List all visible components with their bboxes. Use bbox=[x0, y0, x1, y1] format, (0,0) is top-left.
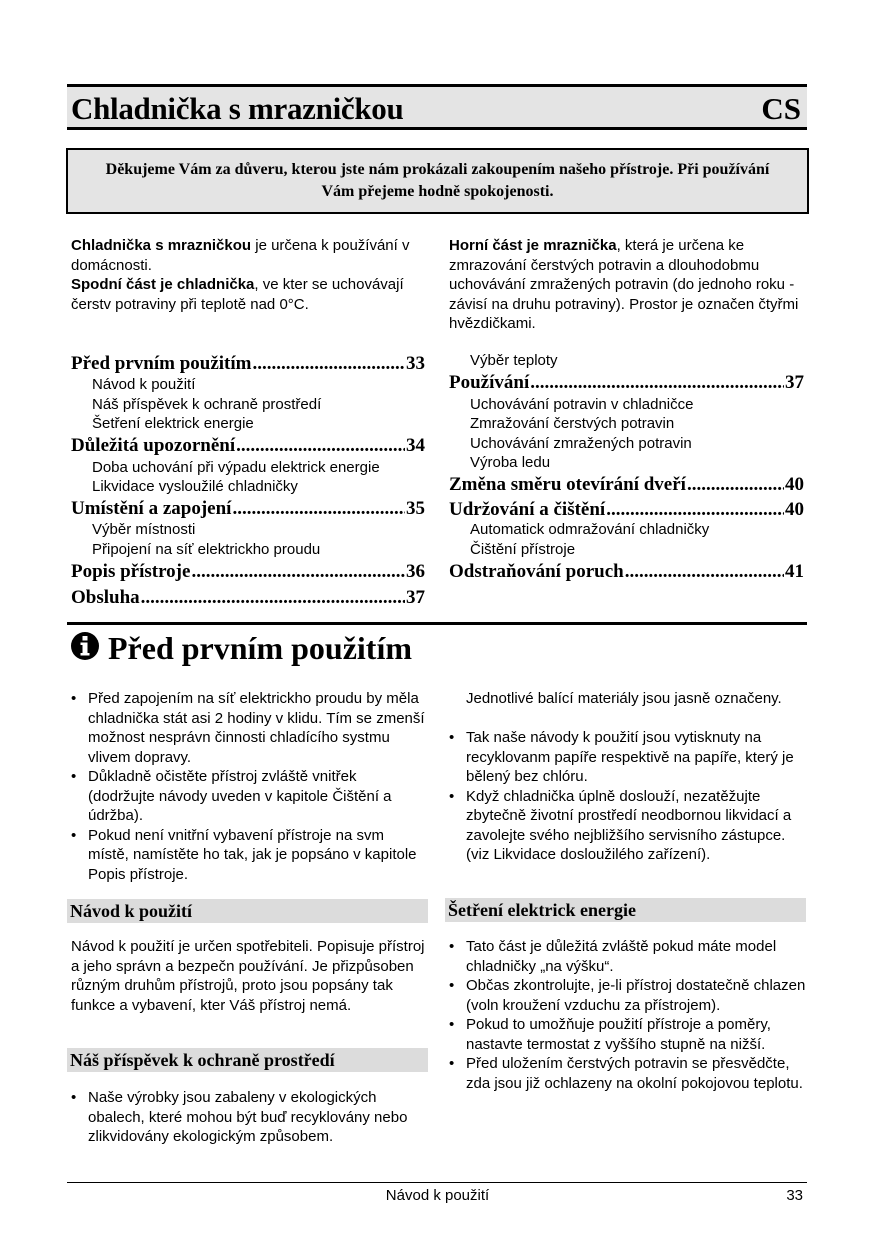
toc-subentry[interactable]: Uchovávání zmražených potravin bbox=[470, 435, 692, 452]
thanks-box: Děkujeme Vám za důveru, kterou jste nám prokázali zakoupením našeho přístroje. Při používání Vám přejeme hodně spokojenosti. bbox=[66, 148, 809, 214]
toc-subentry[interactable]: Připojení na síť elektrickho proudu bbox=[92, 541, 321, 558]
list-item: • Tak naše návody k použití jsou vytisknuty na recyklovanm papíře respektivě na papíře, který je bělený bez chlóru. bbox=[448, 728, 806, 787]
toc-entry[interactable]: Změna směru otevírání dveří ..... 40 bbox=[449, 474, 804, 496]
toc-subentry[interactable]: Náš příspěvek k ochraně prostředí bbox=[92, 396, 322, 413]
intro-left bbox=[71, 236, 431, 314]
subheading-navod: Návod k použití bbox=[67, 899, 428, 923]
section-heading: Před prvním použitím bbox=[108, 630, 412, 666]
footer-title: Návod k použití bbox=[385, 1187, 490, 1204]
toc-subentry[interactable]: Zmražování čerstvých potravin bbox=[470, 415, 675, 432]
section-bullets-right bbox=[448, 728, 806, 865]
toc-subentry[interactable]: Výběr místnosti bbox=[92, 521, 196, 538]
list-item: • Tato část je důležitá zvláště pokud máte model chladničky „na výšku“. bbox=[448, 937, 806, 976]
intro-left-text1: je určena k používání v domácnosti. bbox=[71, 237, 410, 274]
toc-subentry[interactable]: Výroba ledu bbox=[470, 454, 551, 471]
intro-right bbox=[449, 236, 805, 334]
toc-subentry[interactable]: Uchovávání potravin v chladničce bbox=[470, 396, 694, 413]
intro-right-text: , která je určena ke zmrazování čerstvých potravin a dlouhodobmu uchovávání zmražených potravin (do jednoho roku - závisí na druhu potraviny). Prostor je označen čtyřmi hvězdičkami. bbox=[449, 237, 799, 332]
page-title: Chladnička s mrazničkou bbox=[71, 91, 404, 126]
toc-entry[interactable]: Obsluha ..... 37 bbox=[71, 587, 425, 609]
footer-rule bbox=[67, 1182, 807, 1183]
toc-subentry[interactable]: Likvidace vysloužilé chladničky bbox=[92, 478, 298, 495]
section-bullets-left bbox=[70, 689, 425, 884]
intro-left-bold1: Chladnička s mrazničkou bbox=[71, 237, 252, 254]
title-bar bbox=[67, 84, 807, 130]
toc-subentry[interactable]: Šetření elektrick energie bbox=[92, 415, 254, 432]
list-item: • Před zapojením na síť elektrickho proudu by měla chladnička stát asi 2 hodiny v klidu. Tím se zmenší možnost nesprávn činnosti chladícího systmu vlivem dopravy. bbox=[70, 689, 425, 767]
section-right-cont: Jednotlivé balící materiály jsou jasně označeny. bbox=[466, 690, 782, 707]
toc-subentry[interactable]: Návod k použití bbox=[92, 376, 196, 393]
intro-left-text2: , ve kter se uchovávají čerstv potraviny při teplotě nad 0°C. bbox=[71, 276, 404, 313]
toc-entry[interactable]: Popis přístroje ..... 36 bbox=[71, 561, 425, 583]
info-icon bbox=[70, 631, 100, 661]
toc-subentry[interactable]: Automatick odmražování chladničky bbox=[470, 521, 710, 538]
setreni-bullets bbox=[448, 937, 806, 1093]
toc-entry[interactable]: Před prvním použitím ..... 33 bbox=[71, 353, 425, 375]
list-item: • Důkladně očistěte přístroj zvláště vnitřek (dodržujte návody uveden v kapitole Čištění a údržba). bbox=[70, 767, 425, 826]
toc-entry[interactable]: Důležitá upozornění ..... 34 bbox=[71, 435, 425, 457]
list-item: • Pokud není vnitřní vybavení přístroje na svm místě, namístěte ho tak, jak je popsáno v kapitole Popis přístroje. bbox=[70, 826, 425, 885]
toc-entry[interactable]: Udržování a čištění ..... 40 bbox=[449, 499, 804, 521]
page-number: 33 bbox=[786, 1187, 803, 1204]
section-rule bbox=[67, 622, 807, 625]
navod-text: Návod k použití je určen spotřebiteli. Popisuje přístroj a jeho správn a bezpečn používání. Je přizpůsoben různým druhům přístrojů, proto jsou popsány tak funkce a vybavení, kter Váš přístroj nemá. bbox=[71, 938, 425, 1014]
ochrana-bullets bbox=[70, 1088, 425, 1147]
toc-subentry[interactable]: Čištění přístroje bbox=[470, 541, 576, 558]
toc-entry[interactable]: Umístění a zapojení ..... 35 bbox=[71, 498, 425, 520]
toc-subentry[interactable]: Výběr teploty bbox=[470, 352, 558, 369]
subheading-setreni: Šetření elektrick energie bbox=[445, 898, 806, 922]
list-item: • Naše výrobky jsou zabaleny v ekologických obalech, které mohou být buď recyklovány nebo zlikvidovány ekologickým způsobem. bbox=[70, 1088, 425, 1147]
list-item: • Před uložením čerstvých potravin se přesvědčte, zda jsou již ochlazeny na okolní pokojovou teplotu. bbox=[448, 1054, 806, 1093]
list-item: • Pokud to umožňuje použití přístroje a poměry, nastavte termostat z vyššího stupně na nižší. bbox=[448, 1015, 806, 1054]
toc-entry[interactable]: Odstraňování poruch ..... 41 bbox=[449, 561, 804, 583]
language-code: CS bbox=[761, 91, 801, 126]
list-item: • Občas zkontrolujte, je-li přístroj dostatečně chlazen (voln kroužení vzduchu za přístrojem). bbox=[448, 976, 806, 1015]
intro-right-bold: Horní část je mraznička bbox=[449, 237, 617, 254]
list-item: • Když chladnička úplně doslouží, nezatěžujte zbytečně životní prostředí neodbornou likvidací a zavolejte svého nejbližšího servisního zástupce. (viz Likvidace dosloužilého zařízení). bbox=[448, 787, 806, 865]
intro-left-bold2: Spodní část je chladnička bbox=[71, 276, 255, 293]
toc-entry[interactable]: Používání ..... 37 bbox=[449, 372, 804, 394]
subheading-ochrana: Náš příspěvek k ochraně prostředí bbox=[67, 1048, 428, 1072]
toc-subentry[interactable]: Doba uchování při výpadu elektrick energie bbox=[92, 459, 380, 476]
